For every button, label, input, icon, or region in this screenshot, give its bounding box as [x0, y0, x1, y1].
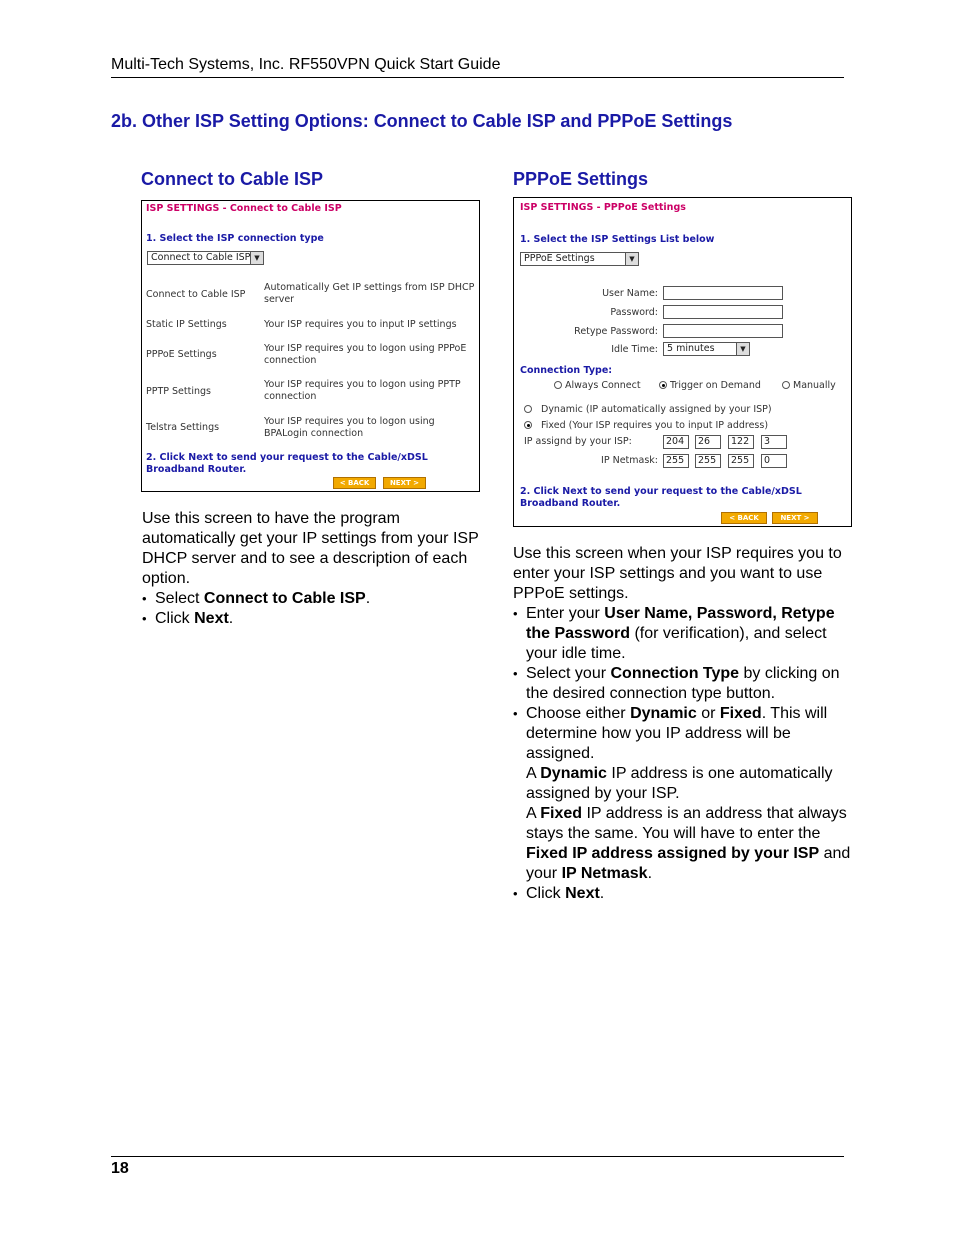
option-name: Connect to Cable ISP	[146, 289, 246, 300]
user-name-label: User Name:	[602, 288, 658, 299]
connection-type-select[interactable]	[147, 251, 264, 265]
retype-password-label: Retype Password:	[574, 326, 658, 337]
ip-assigned-label: IP assignd by your ISP:	[524, 436, 632, 447]
pppoe-screenshot	[513, 197, 852, 527]
option-name: PPTP Settings	[146, 386, 211, 397]
radio-off-icon	[554, 381, 562, 389]
running-head: Multi-Tech Systems, Inc. RF550VPN Quick Start Guide	[111, 56, 501, 73]
idle-time-select[interactable]	[663, 342, 750, 356]
netmask-octet-2[interactable]: 255	[695, 454, 721, 468]
idle-time-label: Idle Time:	[611, 344, 658, 355]
instruction-list	[513, 604, 859, 904]
cable-isp-screenshot	[141, 200, 480, 492]
option-desc: Automatically Get IP settings from ISP DHCP server	[264, 282, 475, 305]
list-item: • Select your Connection Type by clicking on the desired connection type button.	[513, 664, 859, 704]
header-rule	[111, 77, 844, 78]
instruction-list	[142, 589, 487, 629]
step1-text: 1. Select the ISP Settings List below	[520, 234, 715, 245]
retype-password-input[interactable]	[663, 324, 783, 338]
ip-octet-4[interactable]: 3	[761, 435, 787, 449]
isp-settings-select[interactable]	[520, 252, 639, 266]
netmask-octet-3[interactable]: 255	[728, 454, 754, 468]
radio-off-icon	[782, 381, 790, 389]
footer-rule	[111, 1156, 844, 1157]
shot-header: ISP SETTINGS - PPPoE Settings	[520, 202, 686, 213]
list-item: • Enter your User Name, Password, Retype the Password (for verification), and select your idle time.	[513, 604, 859, 664]
radio-off-icon	[524, 405, 532, 413]
list-item: • Choose either Dynamic or Fixed. This will determine how you IP address will be assigned. A Dynamic IP address is one automatically assigned by your ISP. A Fixed IP address is an address that always stays the same. You will have to enter the Fixed IP address assigned by your ISP and your IP Netmask.	[513, 704, 859, 884]
ip-octet-2[interactable]: 26	[695, 435, 721, 449]
radio-trigger-on-demand[interactable]: Trigger on Demand	[659, 380, 761, 392]
connection-type-label: Connection Type:	[520, 365, 613, 376]
ip-netmask-label: IP Netmask:	[601, 455, 658, 466]
ip-octet-3[interactable]: 122	[728, 435, 754, 449]
option-desc: Your ISP requires you to logon using BPALogin connection	[264, 416, 435, 439]
option-name: Telstra Settings	[146, 422, 220, 433]
select-value: PPPoE Settings	[524, 253, 595, 264]
step2-text: 2. Click Next to send your request to the Cable/xDSL Broadband Router.	[146, 452, 428, 475]
chevron-down-icon: ▼	[250, 252, 263, 264]
next-button[interactable]: NEXT >	[772, 512, 818, 524]
option-desc: Your ISP requires you to input IP settings	[264, 319, 457, 330]
pppoe-instructions	[513, 544, 859, 904]
netmask-octet-4[interactable]: 0	[761, 454, 787, 468]
chevron-down-icon: ▼	[625, 253, 638, 265]
radio-manually[interactable]: Manually	[782, 380, 836, 392]
cable-isp-title: Connect to Cable ISP	[141, 169, 324, 189]
radio-always-connect[interactable]: Always Connect	[554, 380, 641, 392]
option-desc: Your ISP requires you to logon using PPPoE connection	[264, 343, 467, 366]
list-item: • Click Next.	[513, 884, 859, 904]
password-label: Password:	[610, 307, 658, 318]
list-item: • Click Next.	[142, 609, 487, 629]
step1-text: 1. Select the ISP connection type	[146, 233, 324, 244]
back-button[interactable]: < BACK	[721, 512, 767, 524]
option-desc: Your ISP requires you to logon using PPTP connection	[264, 379, 461, 402]
radio-on-icon	[524, 421, 532, 429]
pppoe-title: PPPoE Settings	[513, 169, 649, 189]
next-button[interactable]: NEXT >	[383, 477, 426, 489]
option-name: Static IP Settings	[146, 319, 227, 330]
netmask-octet-1[interactable]: 255	[663, 454, 689, 468]
intro-paragraph: Use this screen when your ISP requires you to enter your ISP settings and you want to use PPPoE settings.	[513, 545, 842, 602]
ip-octet-1[interactable]: 204	[663, 435, 689, 449]
page-number: 18	[111, 1160, 129, 1177]
radio-on-icon	[659, 381, 667, 389]
step2-text: 2. Click Next to send your request to the Cable/xDSL Broadband Router.	[520, 486, 802, 509]
shot-header: ISP SETTINGS - Connect to Cable ISP	[146, 203, 342, 214]
intro-paragraph: Use this screen to have the program automatically get your IP settings from your ISP DHCP server and to see a description of each option.	[142, 510, 479, 587]
radio-fixed[interactable]: Fixed (Your ISP requires you to input IP address)	[524, 420, 768, 432]
option-name: PPPoE Settings	[146, 349, 217, 360]
cable-isp-instructions	[142, 509, 487, 629]
back-button[interactable]: < BACK	[333, 477, 376, 489]
select-value: 5 minutes	[667, 343, 715, 354]
chevron-down-icon: ▼	[736, 343, 749, 355]
user-name-input[interactable]	[663, 286, 783, 300]
radio-dynamic[interactable]: Dynamic (IP automatically assigned by your ISP)	[524, 404, 772, 416]
section-title: 2b. Other ISP Setting Options: Connect to Cable ISP and PPPoE Settings	[111, 111, 733, 131]
password-input[interactable]	[663, 305, 783, 319]
select-value: Connect to Cable ISP	[151, 252, 251, 263]
list-item: • Select Connect to Cable ISP.	[142, 589, 487, 609]
